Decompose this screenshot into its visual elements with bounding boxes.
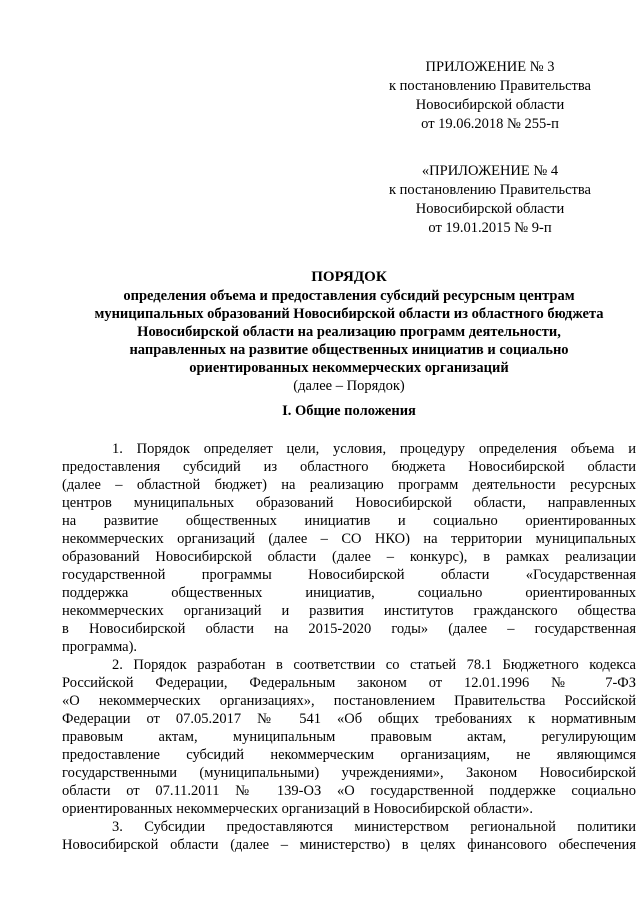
text-line: центров муниципальных образований Новосибирской области, направленных bbox=[62, 495, 636, 511]
document-title: ПОРЯДОК bbox=[311, 269, 387, 285]
text-line: области от 07.11.2011 № 139-ОЗ «О государственной поддержке социально bbox=[62, 783, 636, 799]
text-line: на развитие общественных инициатив и социально ориентированных bbox=[62, 513, 636, 529]
text-line: Федерации от 07.05.2017 № 541 «Об общих требованиях к нормативным bbox=[62, 711, 636, 727]
text-line: некоммерческих организаций (далее – СО НКО) на территории муниципальных bbox=[62, 531, 636, 547]
text-line: правовым актам, муниципальным правовым актам, регулирующим bbox=[62, 729, 636, 745]
appendix-4-line: Новосибирской области bbox=[415, 201, 565, 217]
appendix-3-line: ПРИЛОЖЕНИЕ № 3 bbox=[425, 59, 555, 75]
text-line: государственной программы Новосибирской области «Государственная bbox=[62, 567, 636, 583]
appendix-3-line: к постановлению Правительства bbox=[389, 78, 591, 94]
appendix-3-line: Новосибирской области bbox=[415, 97, 565, 113]
appendix-3-header bbox=[340, 58, 640, 134]
appendix-4-line: «ПРИЛОЖЕНИЕ № 4 bbox=[421, 163, 559, 179]
text-line: 3. Субсидии предоставляются министерством региональной политики bbox=[112, 819, 636, 835]
appendix-4-line: к постановлению Правительства bbox=[389, 182, 591, 198]
text-line: программа). bbox=[62, 639, 138, 655]
document-subtitle-line: направленных на развитие общественных инициатив и социально bbox=[129, 342, 569, 358]
text-line: предоставление субсидий некоммерческим организациям, не являющимся bbox=[62, 747, 636, 763]
text-line: образований Новосибирской области (далее – конкурс), в рамках реализации bbox=[62, 549, 636, 565]
appendix-3-line: от 19.06.2018 № 255-п bbox=[421, 116, 559, 132]
text-line: 1. Порядок определяет цели, условия, процедуру определения объема и bbox=[112, 441, 636, 457]
text-line: «О некоммерческих организациях», постановлением Правительства Российской bbox=[62, 693, 636, 709]
paragraph-1 bbox=[62, 440, 636, 656]
document-subtitle-line: муниципальных образований Новосибирской области из областного бюджета bbox=[94, 306, 604, 322]
section-body bbox=[62, 440, 636, 854]
text-line: (далее – областной бюджет) на реализацию программ деятельности ресурсных bbox=[62, 477, 636, 493]
text-line: Новосибирской области (далее – министерство) в целях финансового обеспечения bbox=[62, 837, 636, 853]
paragraph-3 bbox=[62, 818, 636, 854]
text-line: 2. Порядок разработан в соответствии со статьей 78.1 Бюджетного кодекса bbox=[112, 657, 636, 673]
appendix-4-header bbox=[340, 162, 640, 238]
text-line: Российской Федерации, Федеральным законом от 12.01.1996 № 7-ФЗ bbox=[62, 675, 636, 691]
document-subtitle-line: определения объема и предоставления субсидий ресурсным центрам bbox=[123, 288, 575, 304]
section-heading: I. Общие положения bbox=[282, 403, 416, 419]
text-line: некоммерческих организаций и развития институтов гражданского общества bbox=[62, 603, 636, 619]
text-line: государственными (муниципальными) учреждениями», Законом Новосибирской bbox=[62, 765, 636, 781]
document-subtitle-line: Новосибирской области на реализацию программ деятельности, bbox=[137, 324, 561, 340]
document-title-note: (далее – Порядок) bbox=[293, 378, 405, 394]
paragraph-2 bbox=[62, 656, 636, 818]
document-subtitle-line: ориентированных некоммерческих организаций bbox=[189, 360, 509, 376]
text-line: ориентированных некоммерческих организаций в Новосибирской области». bbox=[62, 801, 533, 817]
text-line: поддержка общественных инициатив, социально ориентированных bbox=[62, 585, 636, 601]
document-title-block bbox=[62, 268, 636, 395]
text-line: предоставления субсидий из областного бюджета Новосибирской области bbox=[62, 459, 636, 475]
text-line: в Новосибирской области на 2015-2020 годы» (далее – государственная bbox=[62, 621, 636, 637]
appendix-4-line: от 19.01.2015 № 9-п bbox=[428, 220, 552, 236]
